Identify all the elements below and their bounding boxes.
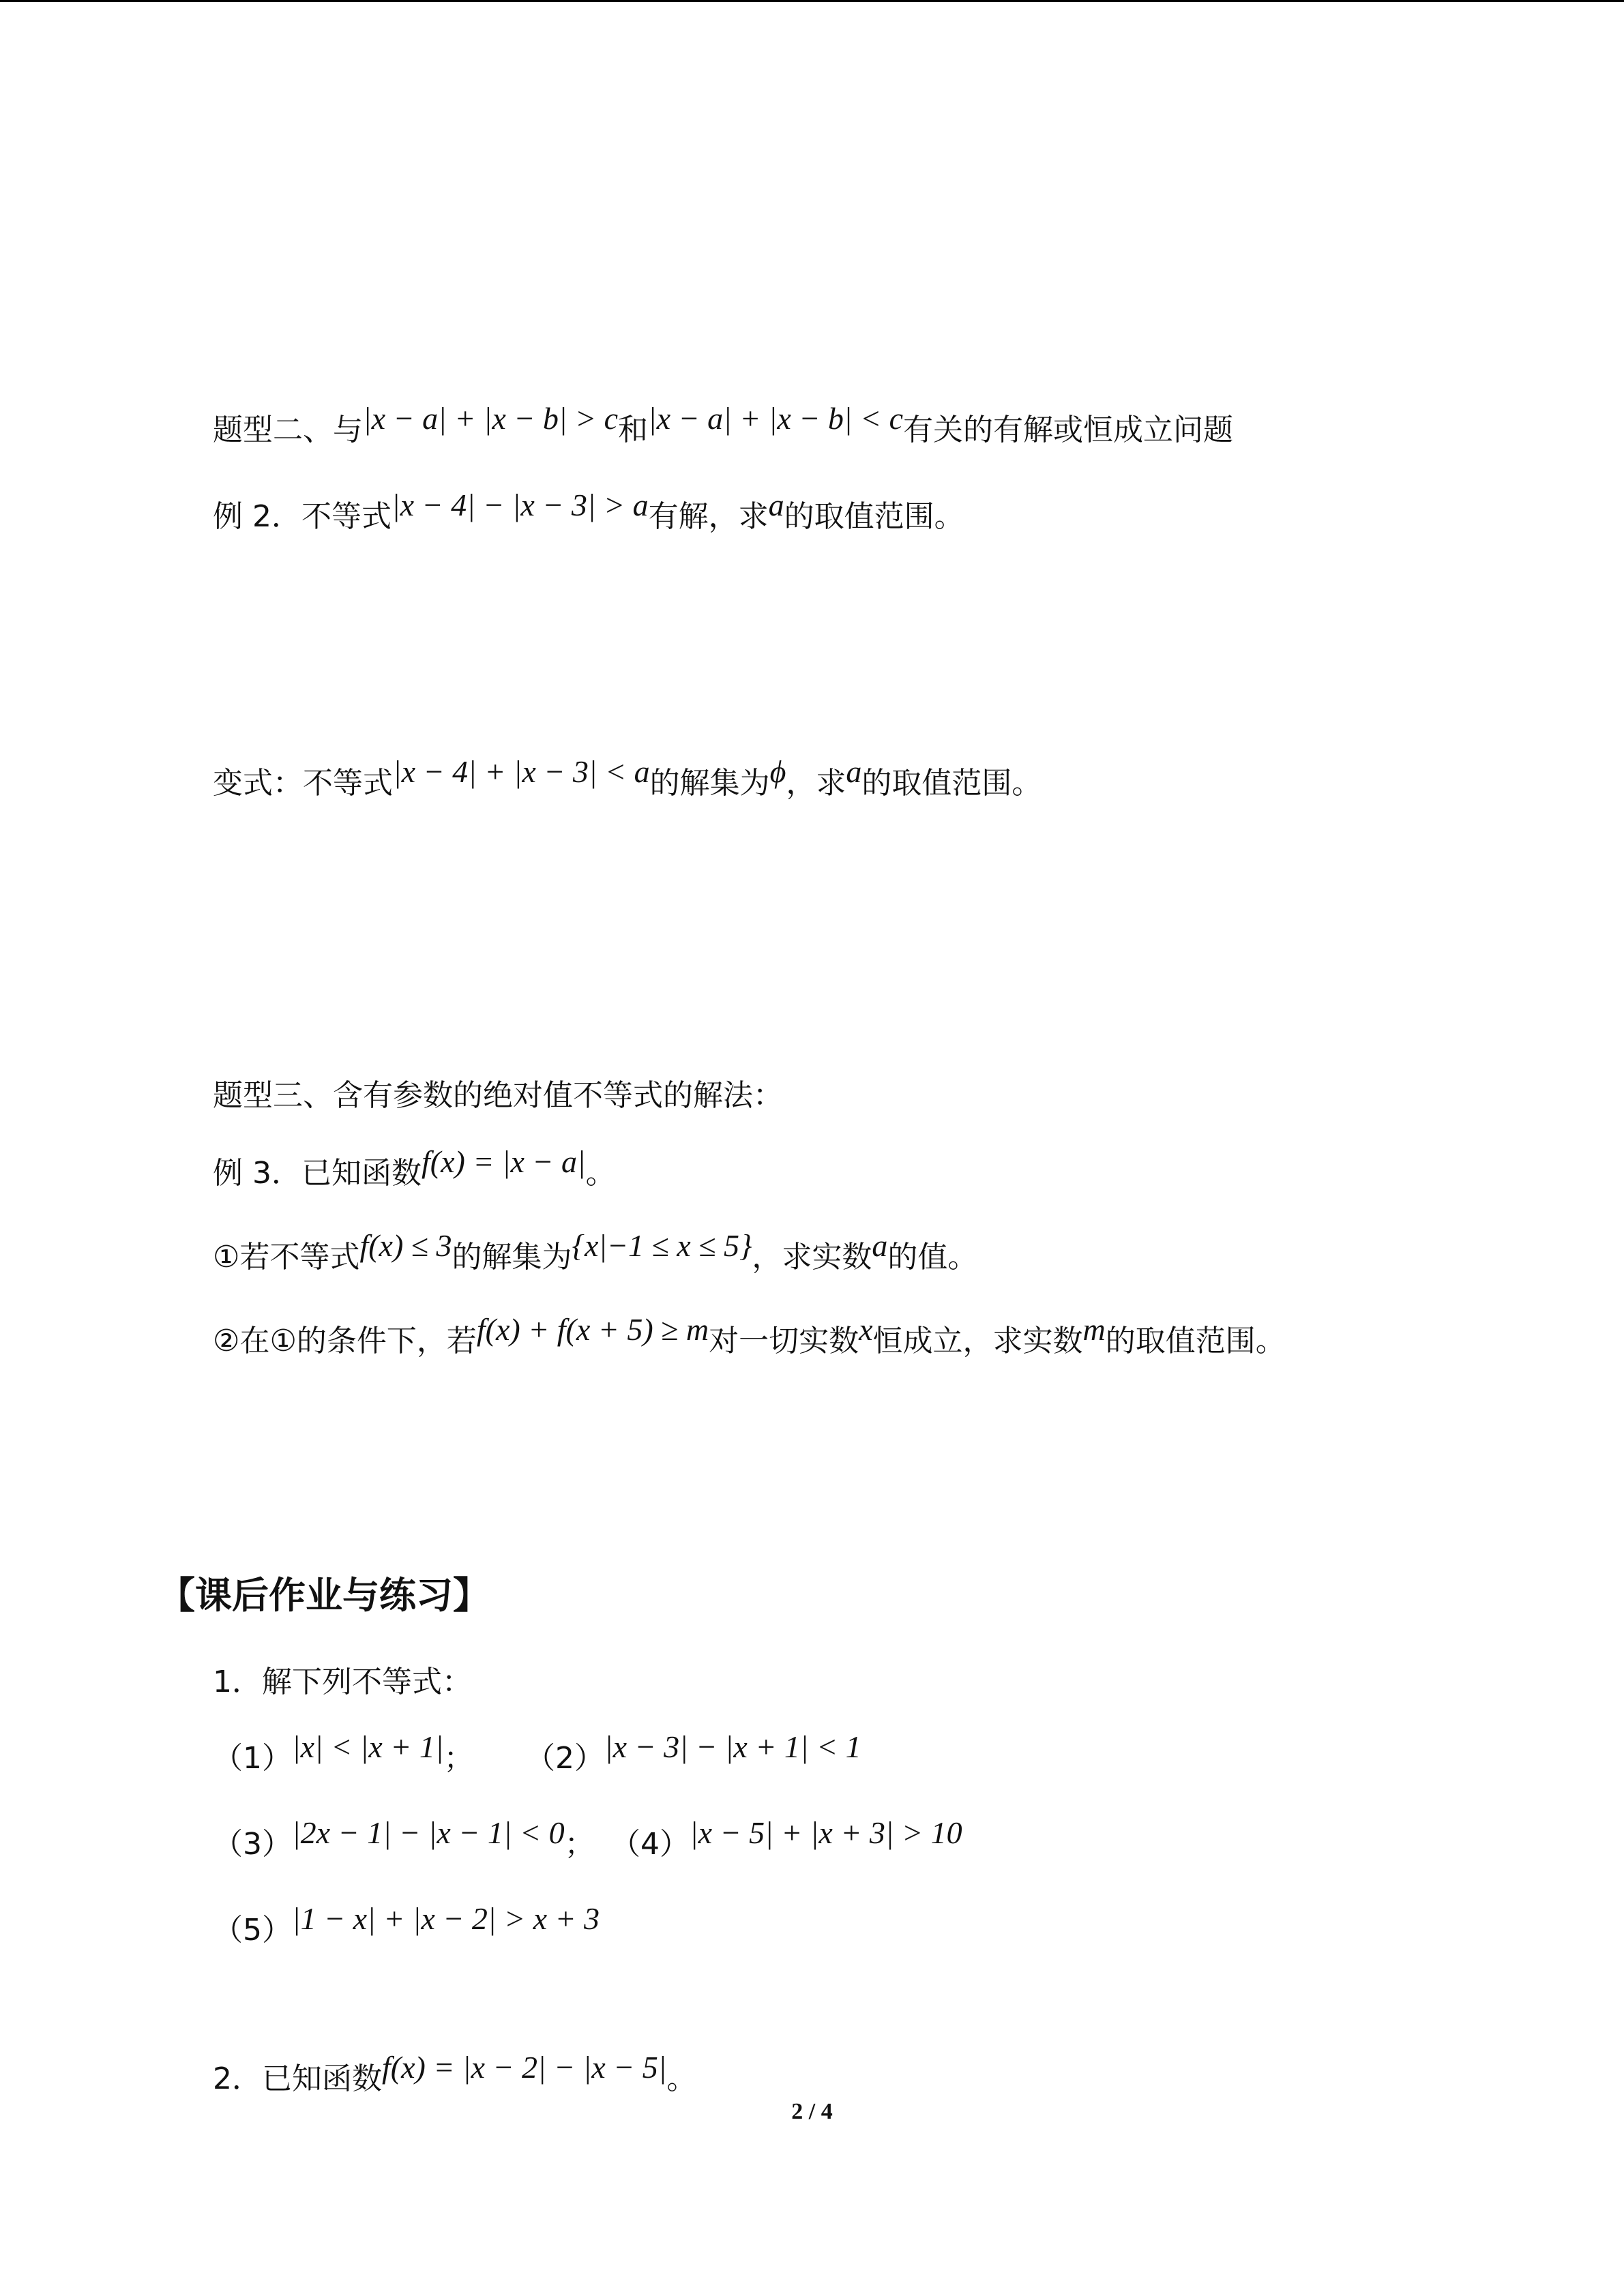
variant-suffix: 的取值范围。: [861, 766, 1042, 801]
hw1-item-formula: |x| < |x + 1|: [292, 1729, 444, 1764]
hw2-formula: f(x) = |x − 2| − |x − 5|: [382, 2050, 667, 2085]
q2-mid2: 恒成立，求实数: [872, 1324, 1083, 1358]
ex2-prefix: 例 2．不等式: [213, 499, 392, 534]
ex2-suffix: 的取值范围。: [784, 499, 964, 534]
q1-mid1: 的解集为: [452, 1240, 572, 1274]
q2-prefix: ②在①的条件下，若: [213, 1324, 477, 1358]
q2-formula: f(x) + f(x + 5) ≥ m: [476, 1312, 709, 1347]
type2-heading: [213, 401, 1233, 451]
variant-prefix: 变式：不等式: [213, 766, 393, 801]
q1-set: {x|−1 ≤ x ≤ 5}: [572, 1228, 752, 1263]
hw1-item-formula: |x − 3| − |x + 1| < 1: [604, 1729, 861, 1764]
hw1-item-label: （4）: [610, 1827, 690, 1862]
q1-formula: f(x) ≤ 3: [359, 1228, 452, 1263]
hw1-title: 1．解下列不等式：: [213, 1665, 472, 1699]
example-2: [213, 488, 964, 537]
hw1-item-label: （3）: [213, 1827, 292, 1862]
question-2: [213, 1312, 1286, 1362]
hw1-item-label: （5）: [213, 1913, 292, 1948]
hw1-item-2: [525, 1729, 861, 1779]
q1-mid2: ，求实数: [752, 1240, 872, 1274]
variant-formula: |x − 4| + |x − 3| < a: [393, 754, 650, 789]
hw1-item-sep: ；: [443, 1741, 474, 1776]
type2-joiner: 和: [618, 413, 648, 447]
q2-suffix: 的取值范围。: [1105, 1324, 1286, 1358]
homework-heading: 【课后作业与练习】: [158, 1574, 490, 1617]
hw2-prefix: 2．已知函数: [213, 2061, 382, 2096]
variant: [213, 754, 1042, 804]
hw1-item-4: [610, 1815, 962, 1865]
ex2-formula: |x − 4| − |x − 3| > a: [391, 488, 649, 522]
type2-formula-1: |x − a| + |x − b| > c: [363, 401, 618, 436]
ex3-suffix: 。: [585, 1156, 616, 1191]
q1-prefix: ①若不等式: [213, 1240, 360, 1274]
q2-mid1: 对一切实数: [709, 1324, 859, 1358]
hw1-item-formula: |x − 5| + |x + 3| > 10: [690, 1815, 962, 1850]
page-number: 2 / 4: [791, 2099, 833, 2124]
hw1-item-3: [213, 1815, 595, 1865]
hw1-item-sep: ；: [564, 1827, 595, 1862]
type2-formula-2: |x − a| + |x − b| < c: [648, 401, 903, 436]
hw2: [213, 2050, 697, 2100]
ex2-mid: 有解，求: [648, 499, 769, 534]
hw1-item-formula: |1 − x| + |x − 2| > x + 3: [292, 1901, 600, 1936]
ex3-formula: f(x) = |x − a|: [421, 1144, 586, 1179]
page-top-border: [0, 0, 1624, 2]
variant-var: a: [846, 754, 862, 789]
q1-var: a: [872, 1228, 888, 1263]
variant-mid1: 的解集为: [649, 766, 770, 801]
q2-var-x: x: [859, 1312, 873, 1347]
hw2-suffix: 。: [666, 2061, 697, 2096]
variant-mid2: ，求: [786, 766, 846, 801]
q2-var-m: m: [1082, 1312, 1106, 1347]
q1-suffix: 的值。: [887, 1240, 978, 1274]
hw1-item-label: （1）: [213, 1741, 292, 1776]
hw1-item-label: （2）: [525, 1741, 604, 1776]
ex3-prefix: 例 3．已知函数: [213, 1156, 422, 1191]
hw1-item-formula: |2x − 1| − |x − 1| < 0: [292, 1815, 565, 1850]
type2-prefix: 题型二、与: [213, 413, 363, 447]
type2-suffix: 有关的有解或恒成立问题: [903, 413, 1233, 447]
ex2-var: a: [768, 488, 784, 522]
type3-heading: 题型三、含有参数的绝对值不等式的解法：: [213, 1078, 783, 1113]
question-1: [213, 1228, 978, 1278]
empty-set-symbol: ϕ: [769, 754, 786, 789]
hw1-item-1: [213, 1729, 474, 1779]
example-3: [213, 1144, 616, 1194]
hw1-item-5: [213, 1901, 600, 1951]
